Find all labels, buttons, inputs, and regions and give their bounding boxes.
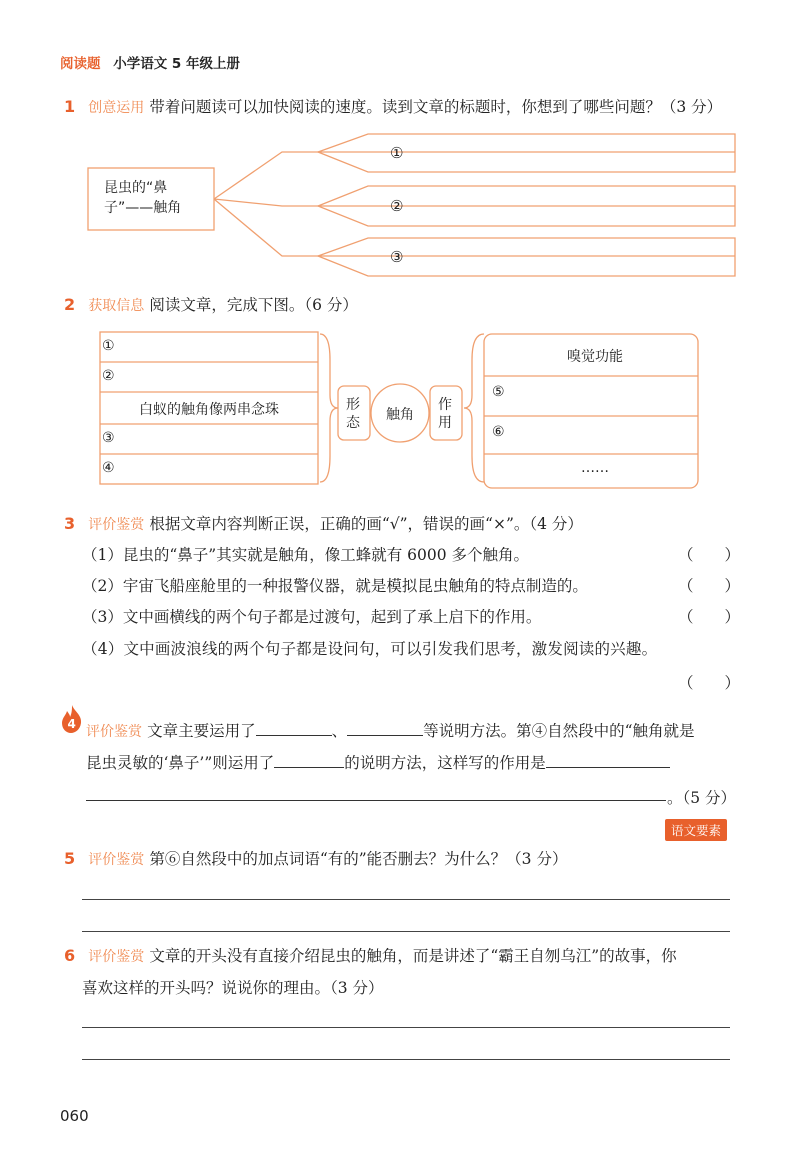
- q1-text: 带着问题读可以加快阅读的速度。读到文章的标题时，你想到了哪些问题？（3 分）: [149, 98, 723, 116]
- q1-branch-line-2: [214, 199, 735, 206]
- q5-answer-line-1[interactable]: [82, 899, 730, 900]
- flame-icon: [60, 704, 84, 734]
- q1-branch-line-1: [214, 152, 735, 199]
- q2-left-label-char-2: 态: [346, 415, 360, 431]
- q2-left-row-1[interactable]: ①: [102, 338, 115, 354]
- q6-text-a: 文章的开头没有直接介绍昆虫的触角，而是讲述了“霸王自刎乌江”的故事，你: [149, 947, 677, 965]
- q2-right-label-char-2: 用: [438, 415, 452, 431]
- q2-left-row-5[interactable]: ④: [102, 460, 115, 476]
- q5-text: 第⑥自然段中的加点词语“有的”能否删去？为什么？（3 分）: [149, 850, 568, 868]
- q1-answer-box-3[interactable]: [318, 238, 735, 276]
- header-title: 小学语文 5 年级上册: [113, 56, 240, 72]
- q6-answer-line-1[interactable]: [82, 1027, 730, 1028]
- q2-left-row-4[interactable]: ③: [102, 430, 115, 446]
- q5-tag: 评价鉴赏: [88, 852, 145, 868]
- q3-answer-3[interactable]: （ ）: [678, 608, 741, 626]
- q1-number: 1: [64, 97, 76, 116]
- q2-left-row-2[interactable]: ②: [102, 368, 115, 384]
- q5-prompt: [64, 847, 567, 869]
- q4-blank-1[interactable]: [256, 721, 332, 736]
- q1-center-line-1: 昆虫的“鼻: [104, 180, 168, 196]
- q3-tag: 评价鉴赏: [88, 517, 145, 533]
- q2-right-row-4: ……: [581, 460, 609, 476]
- q5-answer-line-2[interactable]: [82, 931, 730, 932]
- q2-right-row-3[interactable]: ⑥: [492, 424, 505, 440]
- q4-blank-2[interactable]: [347, 721, 423, 736]
- q2-right-brace: [464, 334, 484, 482]
- q2-right-row-1: 嗅觉功能: [567, 349, 623, 365]
- q1-branch-label-1: ①: [390, 144, 404, 162]
- q2-right-label-char-1: 作: [438, 397, 452, 413]
- page-number: 060: [60, 1107, 89, 1125]
- q2-center-label: 触角: [386, 407, 414, 423]
- q4-tag: 评价鉴赏: [86, 724, 142, 740]
- q6-answer-line-2[interactable]: [82, 1059, 730, 1060]
- q2-right-label: [438, 396, 452, 432]
- q3-answer-4[interactable]: （ ）: [678, 674, 741, 692]
- q1-answer-box-1[interactable]: [318, 134, 735, 172]
- q4-text-e: 的说明方法，这样写的作用是: [344, 754, 546, 772]
- q1-branch-line-3: [214, 199, 735, 256]
- q3-answer-1[interactable]: （ ）: [678, 546, 741, 564]
- q2-tag: 获取信息: [88, 298, 145, 314]
- q3-item-3: （3）文中画横线的两个句子都是过渡句，起到了承上启下的作用。: [82, 608, 542, 626]
- q4-number: 4: [67, 717, 76, 731]
- q4-line-2: [86, 751, 670, 773]
- q3-item-4: （4）文中画波浪线的两个句子都是设问句，可以引发我们思考，激发阅读的兴趣。: [82, 640, 658, 658]
- q4-text-a: 文章主要运用了: [147, 722, 256, 740]
- q1-center-text: [104, 178, 181, 218]
- q4-text-c: 等说明方法。第④自然段中的“触角就是: [423, 722, 695, 740]
- q2-text: 阅读文章，完成下图。（6 分）: [149, 296, 358, 314]
- q1-branch-label-3: ③: [390, 248, 404, 266]
- q4-text-d: 昆虫灵敏的‘鼻子’”则运用了: [86, 754, 275, 772]
- q1-center-line-2: 子”——触角: [104, 200, 182, 216]
- q3-item-2: （2）宇宙飞船座舱里的一种报警仪器，就是模拟昆虫触角的特点制造的。: [82, 577, 588, 595]
- q3-number: 3: [64, 514, 76, 533]
- q1-branch-label-2: ②: [390, 197, 404, 215]
- q3-item-1: （1）昆虫的“鼻子”其实就是触角，像工蜂就有 6000 多个触角。: [82, 546, 530, 564]
- header-tag: 阅读题: [60, 56, 101, 72]
- q4-line-1: [86, 719, 695, 741]
- q3-prompt: [64, 512, 583, 534]
- q2-right-row-2[interactable]: ⑤: [492, 384, 505, 400]
- badge-yuwen-yaosu: 语文要素: [665, 819, 727, 841]
- q4-score: 。（5 分）: [667, 789, 737, 807]
- q6-number: 6: [64, 946, 76, 965]
- q4-text-b: 、: [331, 722, 348, 740]
- q2-prompt: [64, 293, 358, 315]
- q2-number: 2: [64, 295, 76, 314]
- q2-left-label-char-1: 形: [346, 397, 360, 413]
- q1-tag: 创意运用: [88, 100, 145, 116]
- q4-answer-line[interactable]: [86, 800, 666, 801]
- q4-blank-3[interactable]: [274, 753, 344, 768]
- q2-left-row-3: 白蚁的触角像两串念珠: [139, 402, 279, 418]
- q3-text: 根据文章内容判断正误，正确的画“√”，错误的画“×”。（4 分）: [149, 515, 583, 533]
- q2-left-brace: [320, 334, 338, 482]
- q2-left-label: [346, 396, 360, 432]
- q6-tag: 评价鉴赏: [88, 949, 145, 965]
- q6-prompt: [64, 944, 677, 966]
- q3-answer-2[interactable]: （ ）: [678, 577, 741, 595]
- q4-blank-4[interactable]: [546, 753, 670, 768]
- q6-text-b: 喜欢这样的开头吗？说说你的理由。（3 分）: [82, 979, 384, 997]
- q5-number: 5: [64, 849, 76, 868]
